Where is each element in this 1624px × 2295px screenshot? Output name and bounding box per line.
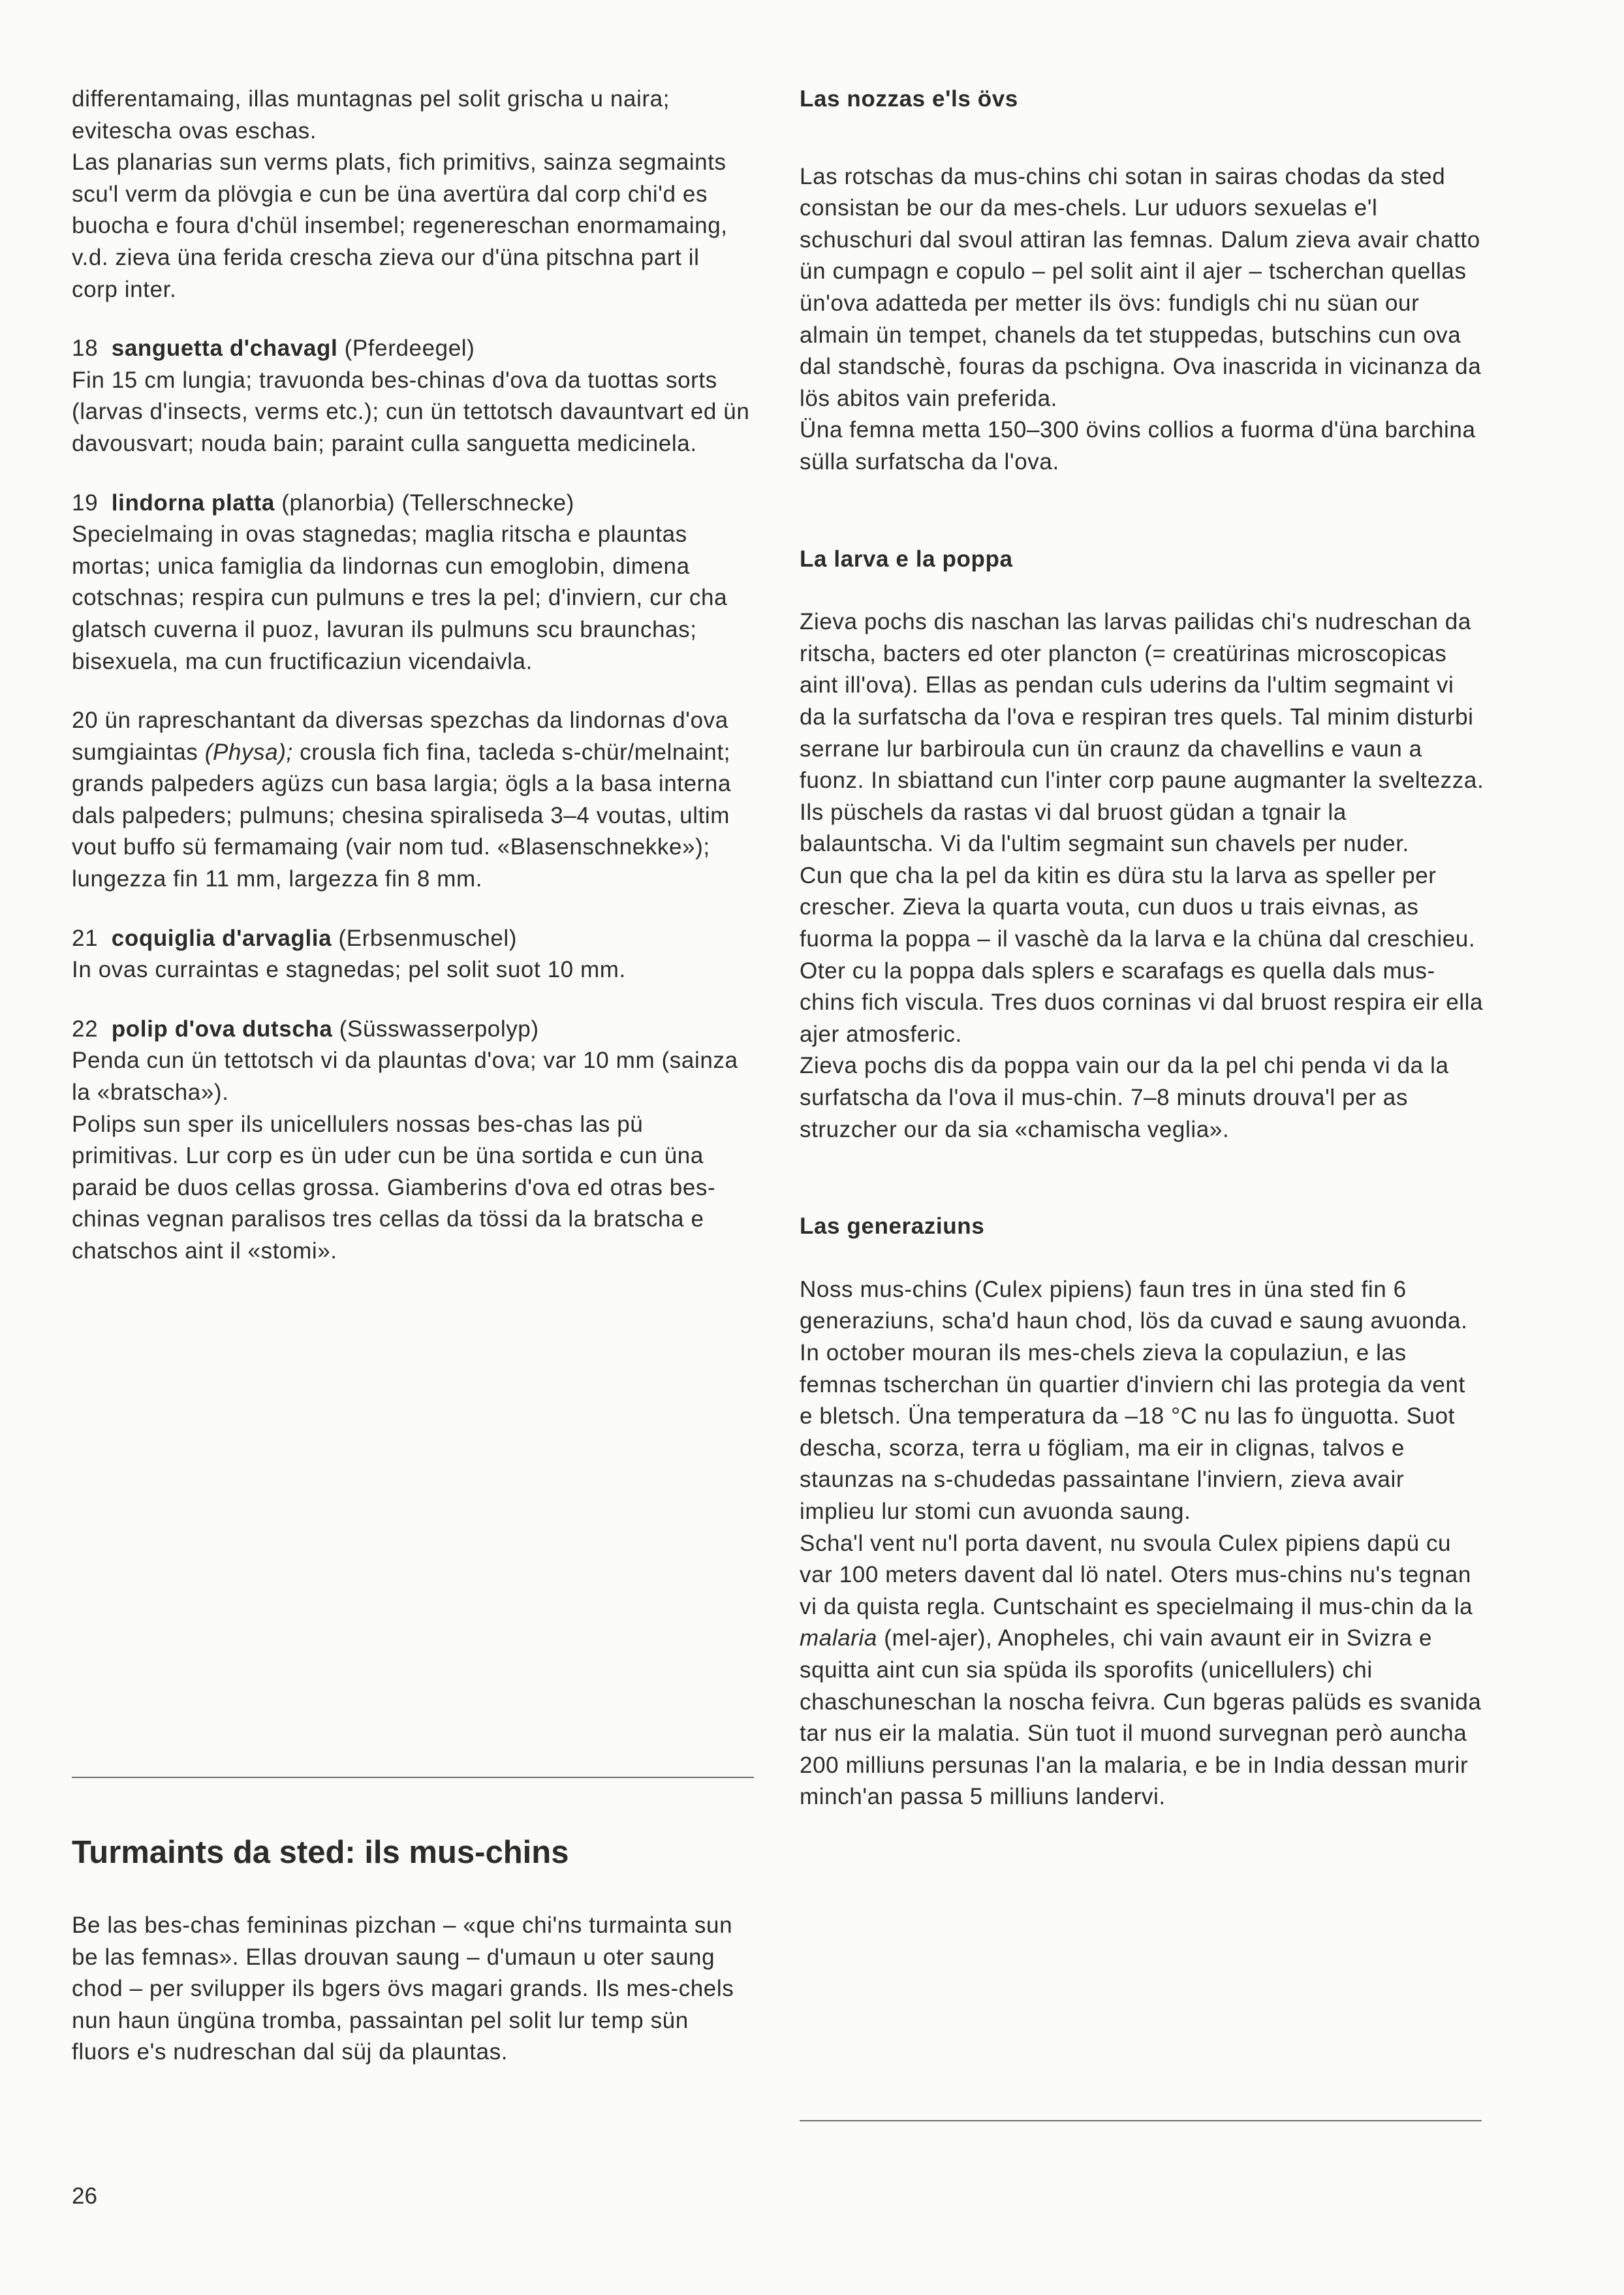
- entry-italic-genus: (Physa);: [204, 739, 293, 765]
- entry-22: [72, 1014, 751, 1109]
- entry-20: [72, 705, 751, 896]
- intro-text: differentamaing, illas muntagnas pel solit grischa u naira; evitescha ovas eschas.: [72, 86, 670, 144]
- paragraph: Cun que cha la pel da kitin es düra stu la larva as speller per crescher. Zieva la quarta vouta, cun duos u trais eivnas, as fuorma la poppa – il vaschè da la larva e la chüna dal creschieu. Oter cu la poppa dals splers e scarafags es quella dals mus-chins fich viscula. Tres duos corninas vi dal bruost respira eir ella ajer atmosferic.: [800, 862, 1484, 1047]
- entry-name: polip d'ova dutscha: [111, 1016, 333, 1042]
- section-title: Turmaints da sted: ils mus-chins: [72, 1835, 569, 1870]
- entry-german-name: (Pferdeegel): [337, 336, 475, 362]
- paragraph-end: (mel-ajer), Anopheles, chi vain avaunt eir in Svizra e squitta aint cun sia spüda ils sporofits (unicellulers) chi chaschuneschan la noscha feivra. Cun bgeras palüds es svanida tar nus eir la malatia. Sün tuot il muond survegnan però auncha 200 milliuns persunas l'an la malaria, e be in India dessan murir minch'an passa 5 milliuns landervi.: [800, 1625, 1482, 1810]
- entry-number: 18: [72, 336, 99, 362]
- entry-19: [72, 488, 751, 678]
- left-column: [72, 84, 751, 1268]
- paragraph: Zieva pochs dis naschan las larvas pailidas chi's nudreschan da ritscha, bacters ed oter plancton (= creatürinas microscopicas aint ill'ova). Ellas as pendan culs uderins da l'ultim segmaint vi da la surfatscha da l'ova e respiran tres quels. Tal minim disturbi serrane lur barbiroula cun ün craunz da chavellins e vaun a fuonz. In sbiattand cun l'inter corp paune augmanter la sveltezza. Ils püschels da rastas vi dal bruost güdan a tgnair la balauntscha. Vi da l'ultim segmaint sun chavels per nuder.: [800, 609, 1484, 857]
- paragraph: Noss mus-chins (Culex pipiens) faun tres in üna sted fin 6 generaziuns, scha'd haun chod, lös da cuvad e saung avuonda. In october mouran ils mes-chels zieva la copulaziun, e las femnas tscherchan ün quartier d'inviern chi las protegia da vent e bletsch. Üna temperatura da –18 °C nu las fo ünguotta. Suot descha, scorza, terra u fögliam, ma eir in clignas, talvos e staunzas na s-chudedas passaintane l'inviern, zieva avair implieu lur stomi cun avuonda saung.: [800, 1276, 1468, 1524]
- paragraph: Üna femna metta 150–300 övins collios a fuorma d'üna barchina sülla surfatscha da l'ova.: [800, 417, 1476, 475]
- entry-number: 19: [72, 490, 99, 516]
- paragraph-start: Scha'l vent nu'l porta davent, nu svoula Culex pipiens dapü cu var 100 meters davent dal lö natel. Oters mus-chins nu's tegnan vi da quista regla. Cuntschaint es specielmaing il mus-chin da la: [800, 1530, 1473, 1619]
- subheading-nozzas: Las nozzas e'ls övs: [800, 86, 1018, 112]
- entry-name: coquiglia d'arvaglia: [111, 925, 332, 951]
- entry-german-name: (Erbsenmuschel): [332, 925, 518, 951]
- entry-name: sanguetta d'chavagl: [111, 336, 338, 362]
- entry-text-start: 20 ün rapreschantant da diversas spezchas da lindornas d'ova sumgiaintas: [72, 708, 728, 765]
- paragraph: Las rotschas da mus-chins chi sotan in sairas chodas da sted consistan be our da mes-chels. Lur uduors sexuelas e'l schuschuri dal svoul attiran las femnas. Dalum zieva avair chatto ün cumpagn e copulo – pel solit aint il ajer – tscherchan quellas ün'ova adatteda per metter ils övs: fundigls chi nu süan our almain ün tempet, chanels da tet stuppedas, butschins cun ova dal standschè, fouras da pschigna. Ova inascrida in vicinanza da lös abitos vain preferida.: [800, 163, 1482, 411]
- mosquito-section: [72, 1833, 751, 2069]
- section-divider: [72, 1777, 754, 1778]
- entry-number: 21: [72, 925, 99, 951]
- entry-number: 22: [72, 1016, 99, 1042]
- section-text: Be las bes-chas femininas pizchan – «que chi'ns turmainta sun be las femnas». Ellas drouvan saung – d'umaun u oter saung chod – per svilupper ils bgers övs magari grands. Ils mes-chels nun haun üngüna tromba, passaintan pel solit lur temp sün fluors e's nudreschan dal süj da plauntas.: [72, 1912, 734, 2065]
- entry-german-name: (Süsswasserpolyp): [332, 1016, 539, 1042]
- page-number: 26: [72, 2183, 97, 2209]
- entry-18: [72, 333, 751, 460]
- entry-name: lindorna platta: [111, 490, 275, 516]
- entry-description: Specielmaing in ovas stagnedas; maglia ritscha e plauntas mortas; unica famiglia da lindornas cun emoglobin, dimena cotschnas; respira cun pulmuns e tres la pel; d'inviern, cur cha glatsch cuverna il puoz, lavuran ils pulmuns scu braunchas; bisexuela, ma cun fructificaziun vicendaivla.: [72, 522, 728, 674]
- subheading-larva: La larva e la poppa: [800, 546, 1013, 572]
- paragraph: [800, 1528, 1485, 1813]
- column-end-divider: [800, 2120, 1482, 2121]
- entry-german-name: (planorbia) (Tellerschnecke): [274, 490, 574, 516]
- entry-description: In ovas curraintas e stagnedas; pel solit suot 10 mm.: [72, 957, 626, 983]
- subheading-generaziuns: Las generaziuns: [800, 1213, 985, 1240]
- paragraph: Zieva pochs dis da poppa vain our da la pel chi penda vi da la surfatscha da l'ova il mus-chin. 7–8 minuts drouva'l per as struzcher our da sia «chamischa veglia».: [800, 1053, 1449, 1142]
- entry-21: [72, 923, 751, 986]
- polips-text: Polips sun sper ils unicellulers nossas bes-chas las pü primitivas. Lur corp es ün uder cun be üna sortida e cun üna paraid be duos cellas grossa. Giamberins d'ova ed otras bes-chinas vegnan paralisos tres cellas da tössi da la bratscha e chatschos aint il «stomi».: [72, 1111, 716, 1264]
- right-column: [800, 84, 1485, 1813]
- planarias-text: Las planarias sun verms plats, fich primitivs, sainza segmaints scu'l verm da plövgia e cun be üna avertüra dal corp chi'd es buocha e foura d'chül insembel; regenereschan enormamaing, v.d. zieva üna ferida crescha zieva our d'üna pitschna part il corp inter.: [72, 149, 728, 302]
- italic-term: malaria: [800, 1625, 877, 1651]
- entry-description: Fin 15 cm lungia; travuonda bes-chinas d'ova da tuottas sorts (larvas d'insects, verms etc.); cun ün tettotsch davauntvart ed ün davousvart; nouda bain; paraint culla sanguetta medicinela.: [72, 367, 750, 456]
- entry-description: Penda cun ün tettotsch vi da plauntas d'ova; var 10 mm (sainza la «bratscha»).: [72, 1048, 738, 1106]
- entry-text-end: crousla fich fina, tacleda s-chür/melnaint; grands palpeders agüzs cun basa largia; ögls a la basa interna dals palpeders; pulmuns; chesina spiraliseda 3–4 voutas, ultim vout buffo sü fermamaing (vair nom tud. «Blasenschnekke»); lungezza fin 11 mm, largezza fin 8 mm.: [72, 739, 732, 892]
